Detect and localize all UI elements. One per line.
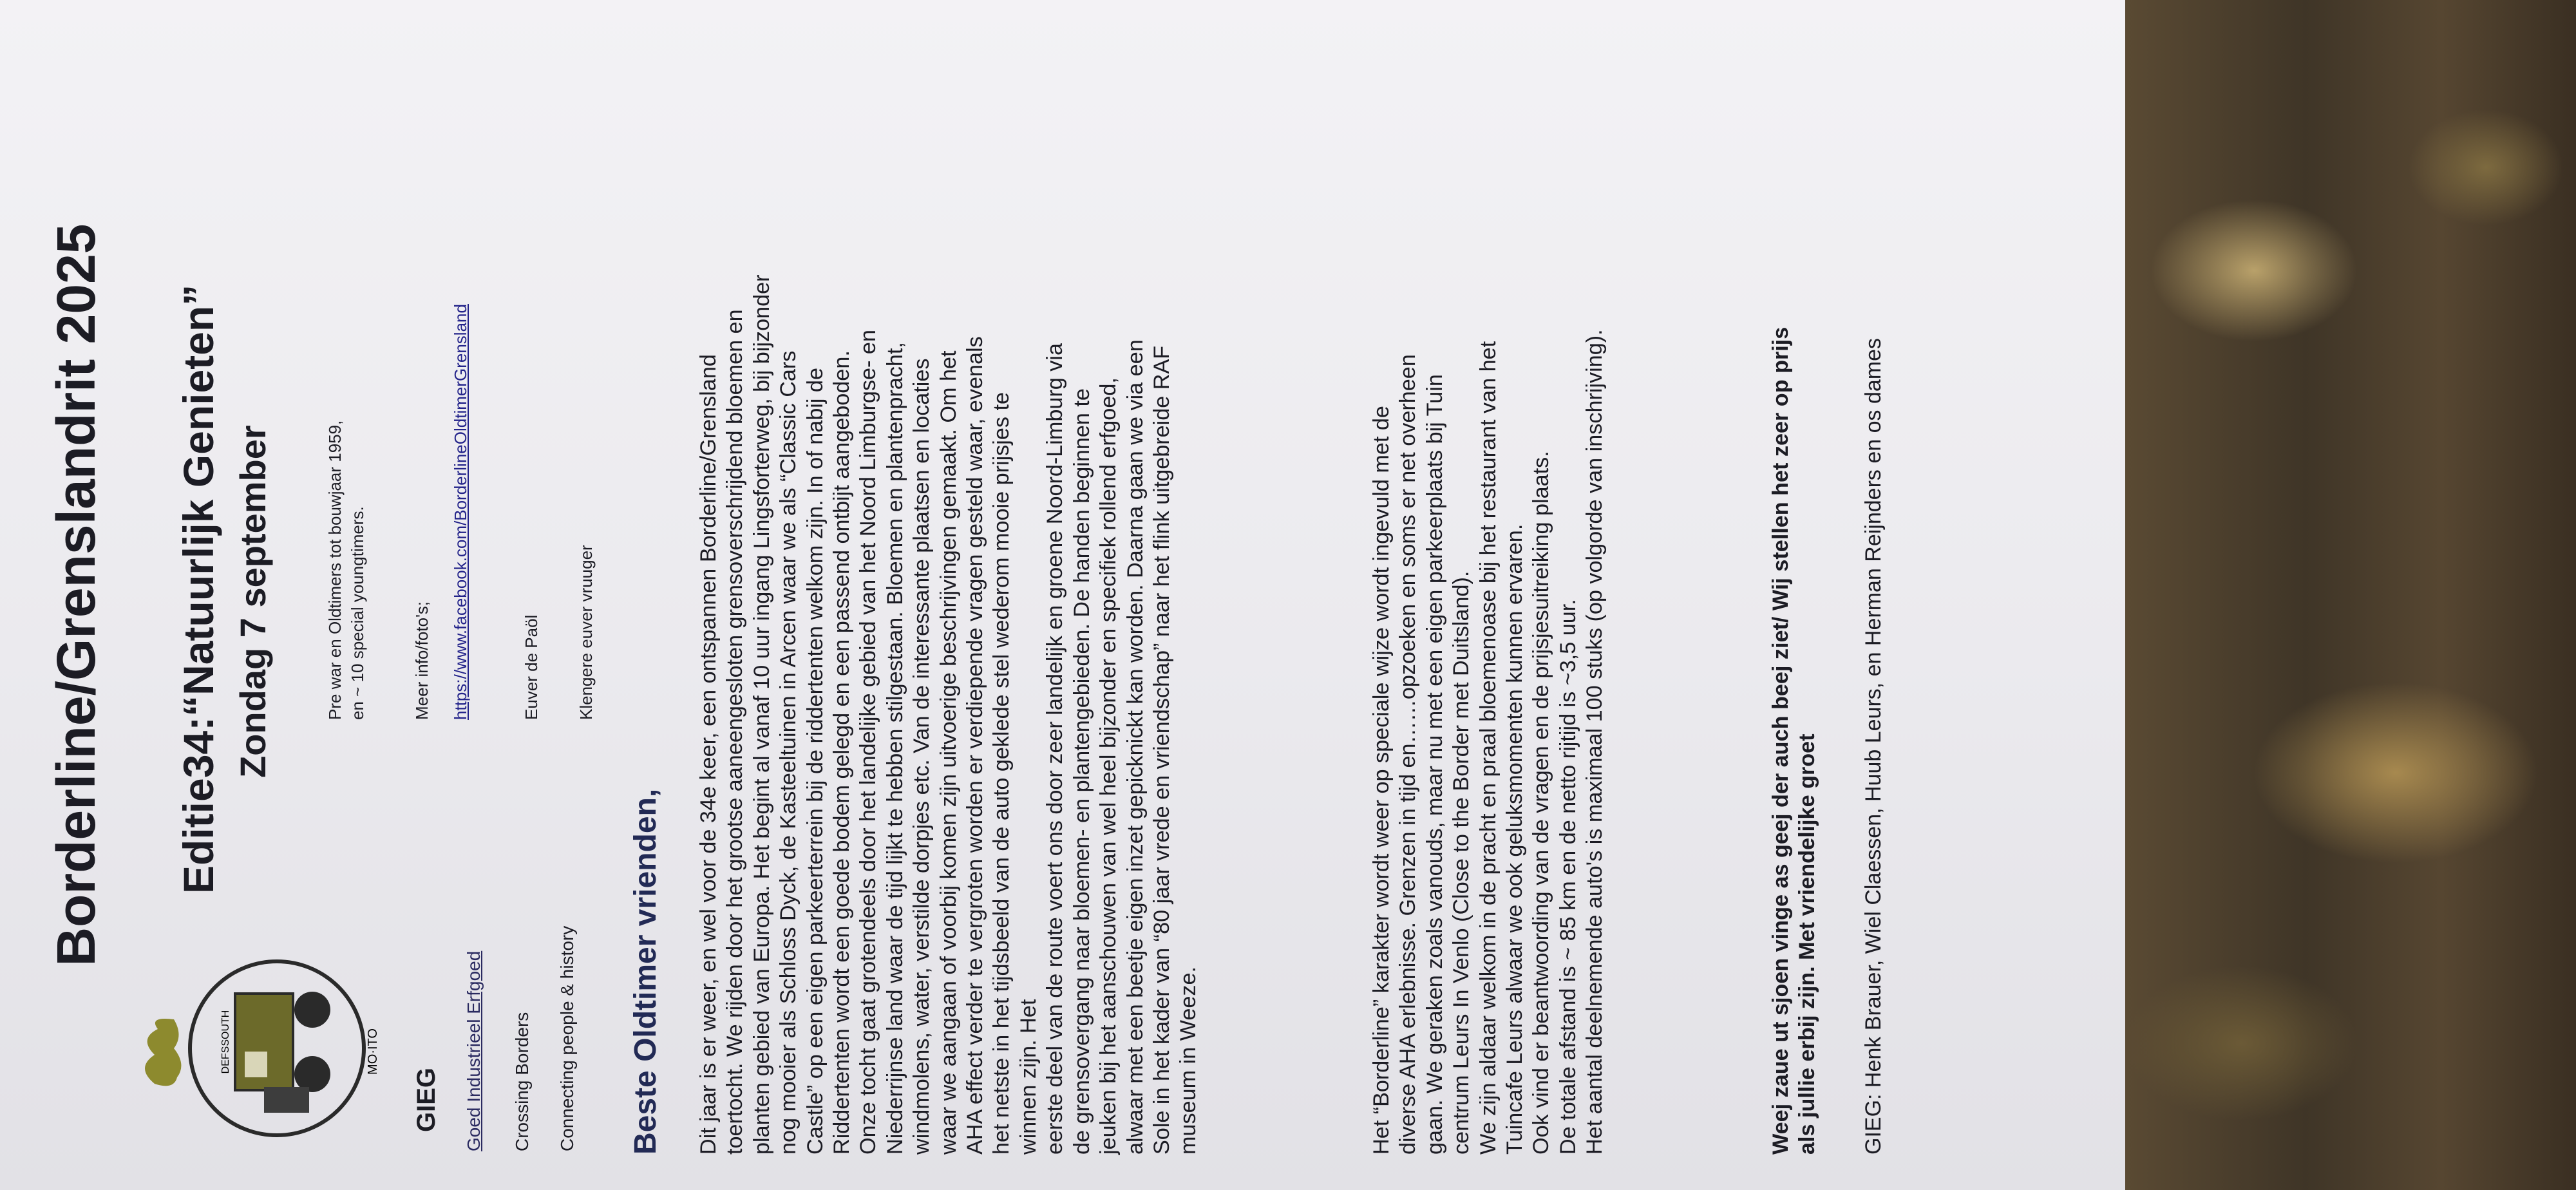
paragraph-line: alwaar met een beetje eigen inzet gepicknickt kan worden. Daarna gaan we via een [1122,339,1148,1155]
paragraph-line: Dit jaar is er weer, en wel voor de 34e keer, een ontspannen Borderline/Grensland [696,354,721,1155]
more-info-label: Meer info/foto's; [412,601,431,720]
paragraph-line: diverse AHA erlebnisse. Grenzen in tijd en……opzoeken en soms er net overheen [1396,354,1421,1155]
paragraph-line: centrum Leurs In Venlo (Close to the Border met Duitsland). [1449,571,1474,1155]
paragraph-line: Het “Borderline” karakter wordt weer op speciale wijze wordt ingevuld met de [1369,406,1394,1155]
leaf-icon [145,1019,181,1086]
paragraph-line: windmolens, water, verstilde dorpjes etc. Van de interessante plaatsen en locaties [909,358,934,1155]
paragraph-line: We zijn aldaar welkom in de pracht en praal bloemenoase bij het restaurant van het [1475,341,1501,1155]
logo-plate-text: DEFSSOUTH [220,1010,231,1074]
pre-war-line-1: Pre war en Oldtimers tot bouwjaar 1959, [325,420,345,720]
paragraph-line: De totale afstand is ~ 85 km en de netto rijtijd is ~3,5 uur. [1555,599,1580,1155]
paragraph-line: Ook vind er beantwoording van de vragen en de prijsjesuitreiking plaats. [1529,451,1554,1155]
edition-heading: Editie34:“Natuurlijk Genieten” [175,284,222,894]
wheel-icon [294,992,330,1028]
event-date: Zondag 7 september [232,425,273,778]
truck-grille [264,1087,309,1113]
paragraph-line: winnen zijn. Het [1016,999,1041,1155]
paragraph-1 [696,0,1202,1155]
closing-paragraph [1768,0,1821,1155]
paragraph-line: jeuken bij het aanschouwen van wel heel bijzonder en specifiek rollend erfgoed, [1096,377,1121,1155]
klengere-label: Klengere euver vruuger [576,545,596,720]
paragraph-line: toertocht. We rijden door het grootse aaneengesloten grensoverschrijdend bloemen en [723,309,748,1155]
paragraph-line: nog mooier als Schloss Dyck, de Kasteeltuinen in Arcen waar we als “Classic Cars [776,350,801,1155]
facebook-link[interactable]: https://www.facebook.com/BorderlineOldtimerGrensland [451,304,470,720]
paragraph-line: Onze tocht gaat grotendeels door het landelijke gebied van het Noord Limburgse- en [856,330,881,1155]
wheel-icon [294,1056,330,1092]
paragraph-line: Sole in het kader van “80 jaar vrede en vriendschap” naar het flink uitgebreide RAF [1149,345,1174,1155]
org-line-erfgoed: Goed Industrieel Erfgoed [464,950,484,1151]
org-line-borders: Crossing Borders [512,1012,532,1151]
flyer-title: Borderline/Grenslandrit 2025 [46,223,106,967]
closing-line: als jullie erbij zijn. Met vriendelijke groet [1795,733,1820,1155]
paragraph-line: waar we aangaan of voorbij komen zijn uitvoerige beschrijvingen gemaakt. Om het [936,350,961,1155]
greeting: Beste Oldtimer vrienden, [629,788,663,1155]
paragraph-line: Riddertenten wordt een goede bodem gelegd en een passend ontbijt aangeboden. [829,350,855,1155]
paragraph-line: het netste in het tijdsbeeld van de auto geklede stel wederom mooie prijsjes te [989,392,1014,1155]
euver-label: Euver de Paöl [522,614,541,720]
paragraph-line: Niederrijnse land waar de tijd lijkt te hebben stilgestaan. Bloemen en plantenpracht, [882,342,907,1155]
paragraph-line: museum in Weeze. [1176,967,1201,1155]
closing-line: Weej zaue ut sjoen vinge as geej der auch beej ziet/ Wij stellen het zeer op prijs [1768,326,1793,1155]
paragraph-line: planten gebied van Europa. Het begint al vanaf 10 uur ingang Lingsforterweg, bij bijzonder [749,274,774,1155]
org-line-connect: Connecting people & history [557,925,577,1151]
logo-name: GIEG [412,1067,440,1132]
logo-ring-text: MO·ITO [366,1028,380,1075]
paragraph-line: AHA effect verder te vergroten worden er verdiepende vragen gesteld waar, evenals [963,336,988,1155]
signature: GIEG: Henk Brauer, Wiel Claessen, Huub Leurs, en Herman Reijnders en os dames [1861,337,1886,1155]
paragraph-2 [1368,0,1609,1155]
paragraph-line: eerste deel van de route voert ons door zeer landelijk en groene Noord-Limburg via [1043,343,1068,1155]
gieg-logo [129,945,399,1151]
paragraph-line: gaan. We geraken zoals vanouds, maar nu met een eigen parkeerplaats bij Tuin [1422,374,1447,1155]
paragraph-line: Castle” op een eigen parkeerterrein bij de riddertenten welkom zijn. In of nabij de [802,368,828,1155]
paragraph-line: Tuincafe Leurs alwaar we ook geluksmomenten kunnen ervaren. [1502,524,1528,1155]
paragraph-line: Het aantal deelnemende auto's is maximaal 100 stuks (op volgorde van inschrijving). [1582,329,1607,1155]
pre-war-line-2: en ~ 10 special youngtimers. [348,506,367,720]
tapestry-background [2125,0,2576,1190]
truck-window [245,1052,267,1077]
paragraph-line: de grensovergang naar bloemen- en plantengebieden. De handen beginnen te [1069,388,1094,1155]
